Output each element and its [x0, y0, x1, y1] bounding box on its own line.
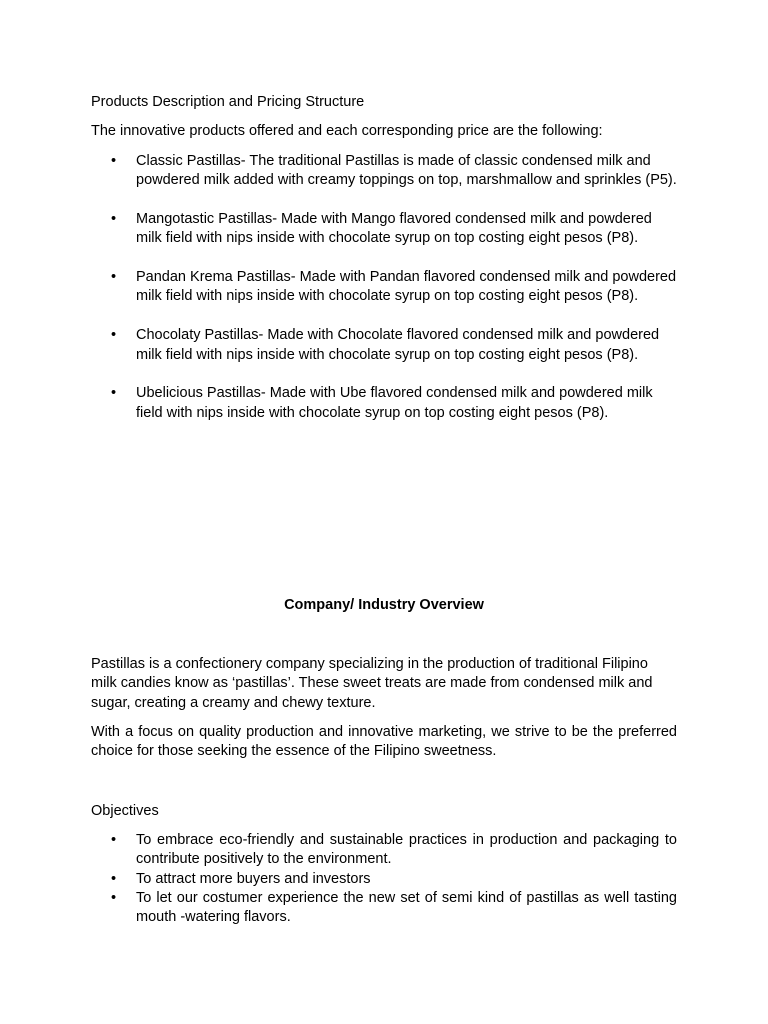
list-item [91, 210, 677, 249]
list-item [91, 870, 677, 889]
bullet-icon: • [111, 889, 117, 906]
products-list [91, 152, 677, 442]
list-item [91, 384, 677, 423]
list-item [91, 889, 677, 928]
bullet-icon: • [111, 153, 117, 169]
section-title-objectives: Objectives [91, 803, 159, 819]
product-mangotastic: Mangotastic Pastillas- Made with Mango flavored condensed milk and powdered milk field with nips inside with chocolate syrup on top costing eight pesos (P8). [136, 211, 652, 247]
bullet-icon: • [111, 211, 117, 228]
objective-attract-buyers: To attract more buyers and investors [136, 870, 371, 887]
company-paragraph-1: Pastillas is a confectionery company specializing in the production of traditional Filipino milk candies know as ‘pastillas’. These sweet treats are made from condensed milk and sugar, creating a creamy and chewy texture. [91, 656, 653, 711]
product-ubelicious: Ubelicious Pastillas- Made with Ube flavored condensed milk and powdered milk field with nips inside with chocolate syrup on top costing eight pesos (P8). [136, 385, 653, 421]
list-item [91, 152, 677, 191]
bullet-icon: • [111, 832, 117, 848]
company-paragraph-2: With a focus on quality production and innovative marketing, we strive to be the preferred choice for those seeking the essence of the Filipino sweetness. [91, 724, 677, 760]
bullet-icon: • [111, 385, 117, 402]
bullet-icon: • [111, 269, 117, 286]
section-title-products: Products Description and Pricing Structure [91, 94, 365, 110]
bullet-icon: • [111, 870, 117, 887]
list-item [91, 326, 677, 365]
products-intro: The innovative products offered and each corresponding price are the following: [91, 123, 603, 139]
list-item [91, 268, 677, 307]
product-classic: Classic Pastillas- The traditional Pastillas is made of classic condensed milk and powdered milk added with creamy toppings on top, marshmallow and sprinkles (P5). [136, 153, 677, 189]
list-item [91, 831, 677, 870]
product-pandan-krema: Pandan Krema Pastillas- Made with Pandan flavored condensed milk and powdered milk field with nips inside with chocolate syrup on top costing eight pesos (P8). [136, 269, 677, 305]
objectives-list [91, 831, 677, 927]
product-chocolaty: Chocolaty Pastillas- Made with Chocolate flavored condensed milk and powdered milk field with nips inside with chocolate syrup on top costing eight pesos (P8). [136, 327, 660, 363]
section-title-company-overview: Company/ Industry Overview [284, 597, 484, 613]
objective-customer-experience: To let our costumer experience the new set of semi kind of pastillas as well tasting mouth -watering flavors. [136, 889, 677, 926]
bullet-icon: • [111, 327, 117, 344]
objective-eco-friendly: To embrace eco-friendly and sustainable practices in production and packaging to contribute positively to the environment. [136, 832, 677, 868]
